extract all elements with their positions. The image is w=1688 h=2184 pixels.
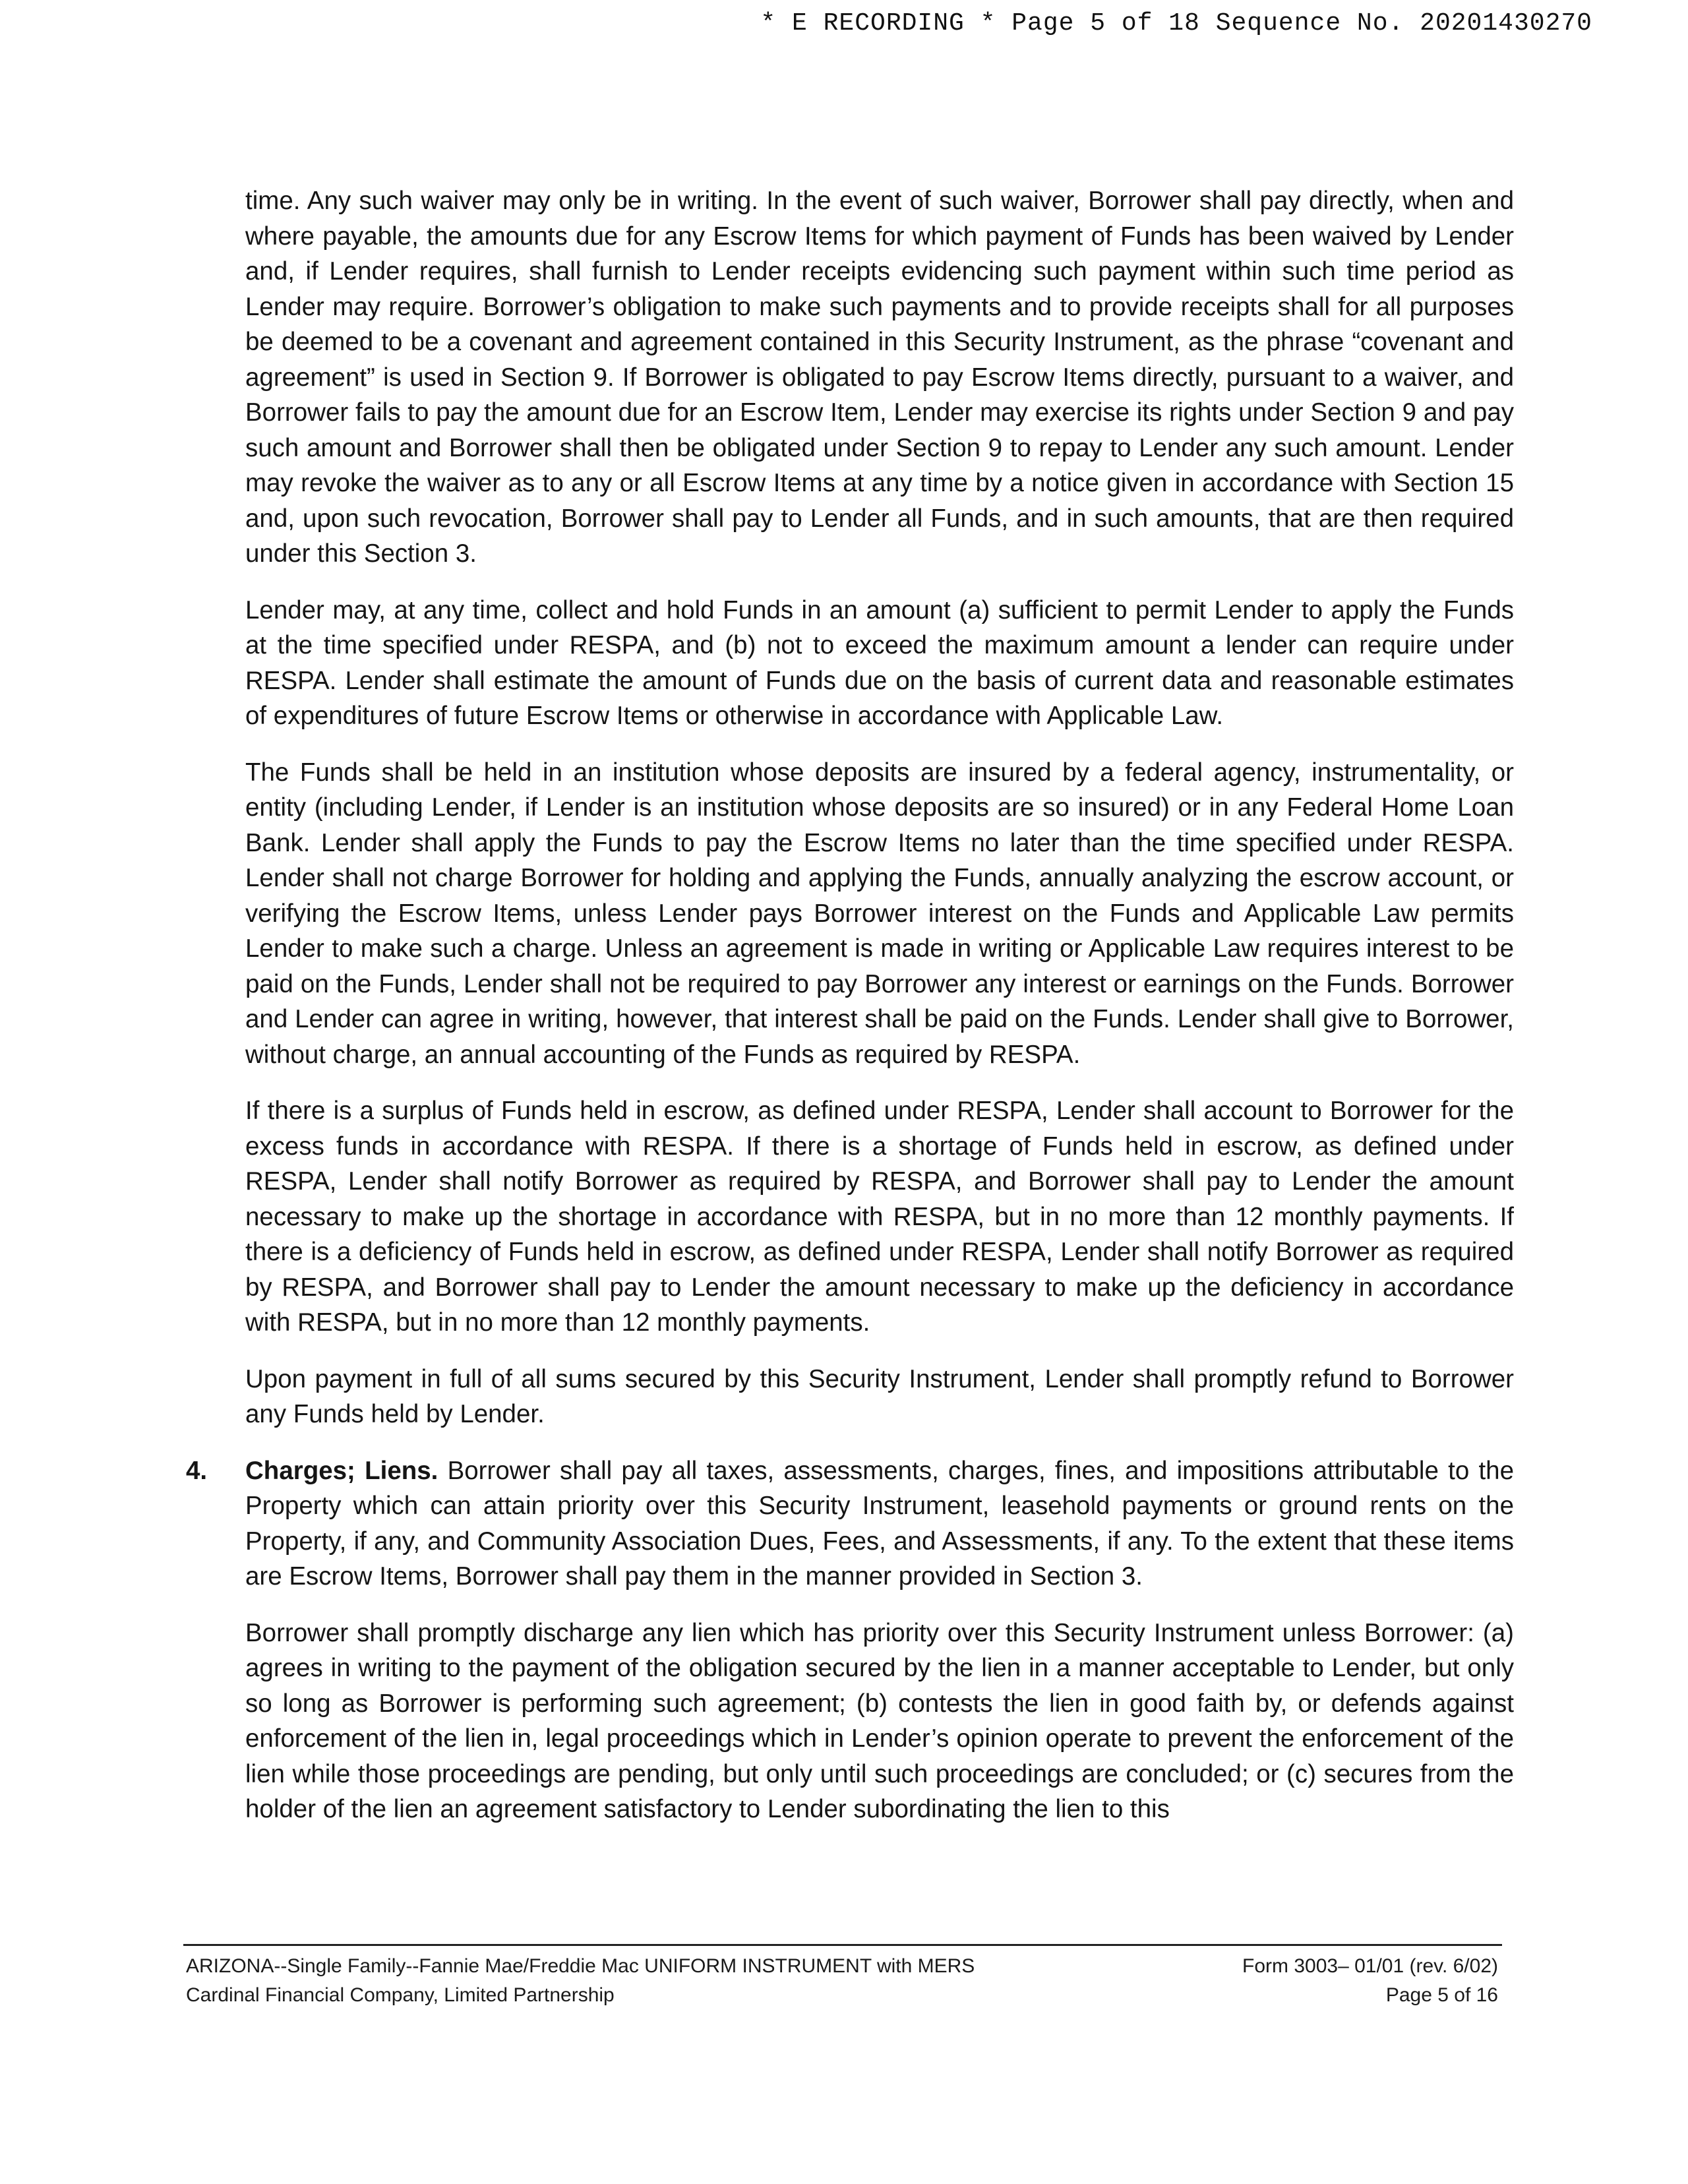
document-body <box>186 183 1514 1848</box>
footer-form-title: ARIZONA--Single Family--Fannie Mae/Freddie Mac UNIFORM INSTRUMENT with MERS <box>186 1955 975 1977</box>
section-4-text: Borrower shall pay all taxes, assessments, charges, fines, and impositions attributable to the Property which can attain priority over this Security Instrument, leasehold payments or ground rents on the Property, if any, and Community Association Dues, Fees, and Assessments, if any. To the extent that these items are Escrow Items, Borrower shall pay them in the manner provided in Section 3. <box>245 1456 1514 1591</box>
footer-company: Cardinal Financial Company, Limited Partnership <box>186 1984 615 2006</box>
section-number: 4. <box>186 1456 208 1485</box>
footer-form-number: Form 3003– 01/01 (rev. 6/02) <box>1242 1955 1498 1977</box>
section-4-paragraph <box>245 1453 1514 1594</box>
footer-left <box>186 1952 975 2010</box>
paragraph-surplus-shortage: If there is a surplus of Funds held in escrow, as defined under RESPA, Lender shall account to Borrower for the excess funds in accordance with RESPA. If there is a shortage of Funds held in escrow, as defined under RESPA, Lender shall notify Borrower as required by RESPA, and Borrower shall pay to Lender the amount necessary to make up the shortage in accordance with RESPA, but in no more than 12 monthly payments. If there is a deficiency of Funds held in escrow, as defined under RESPA, Lender shall notify Borrower as required by RESPA, and Borrower shall pay to Lender the amount necessary to make up the deficiency in accordance with RESPA, but in no more than 12 monthly payments. <box>245 1097 1514 1337</box>
footer-divider <box>183 1944 1502 1946</box>
section-title: Charges; Liens. <box>245 1456 438 1485</box>
recording-stamp: * E RECORDING * Page 5 of 18 Sequence No. 20201430270 <box>760 9 1592 38</box>
footer-right <box>1242 1952 1498 2010</box>
paragraph-refund: Upon payment in full of all sums secured by this Security Instrument, Lender shall promptly refund to Borrower any Funds held by Lender. <box>245 1364 1514 1428</box>
paragraph-collect-funds: Lender may, at any time, collect and hold Funds in an amount (a) sufficient to permit Lender to apply the Funds at the time specified under RESPA, and (b) not to exceed the maximum amount a lender can require under RESPA. Lender shall estimate the amount of Funds due on the basis of current data and reasonable estimates of expenditures of future Escrow Items or otherwise in accordance with Applicable Law. <box>245 595 1514 730</box>
paragraph-escrow-waiver: time. Any such waiver may only be in writing. In the event of such waiver, Borrower shall pay directly, when and where payable, the amounts due for any Escrow Items for which payment of Funds has been waived by Lender and, if Lender requires, shall furnish to Lender receipts evidencing such payment within such time period as Lender may require. Borrower’s obligation to make such payments and to provide receipts shall for all purposes be deemed to be a covenant and agreement contained in this Security Instrument, as the phrase “covenant and agreement” is used in Section 9. If Borrower is obligated to pay Escrow Items directly, pursuant to a waiver, and Borrower fails to pay the amount due for an Escrow Item, Lender may exercise its rights under Section 9 and pay such amount and Borrower shall then be obligated under Section 9 to repay to Lender any such amount. Lender may revoke the waiver as to any or all Escrow Items at any time by a notice given in accordance with Section 15 and, upon such revocation, Borrower shall pay to Lender all Funds, and in such amounts, that are then required under this Section 3. <box>245 187 1514 568</box>
paragraph-funds-held: The Funds shall be held in an institution whose deposits are insured by a federal agency, instrumentality, or entity (including Lender, if Lender is an institution whose deposits are so insured) or in any Federal Home Loan Bank. Lender shall apply the Funds to pay the Escrow Items no later than the time specified under RESPA. Lender shall not charge Borrower for holding and applying the Funds, annually analyzing the escrow account, or verifying the Escrow Items, unless Lender pays Borrower interest on the Funds and Applicable Law permits Lender to make such a charge. Unless an agreement is made in writing or Applicable Law requires interest to be paid on the Funds, Lender shall not be required to pay Borrower any interest or earnings on the Funds. Borrower and Lender can agree in writing, however, that interest shall be paid on the Funds. Lender shall give to Borrower, without charge, an annual accounting of the Funds as required by RESPA. <box>245 758 1514 1069</box>
paragraph-lien-discharge: Borrower shall promptly discharge any lien which has priority over this Security Instrument unless Borrower: (a) agrees in writing to the payment of the obligation secured by the lien in a manner acceptable to Lender, but only so long as Borrower is performing such agreement; (b) contests the lien in good faith by, or defends against enforcement of the lien in, legal proceedings which in Lender’s opinion operate to prevent the enforcement of the lien while those proceedings are pending, but only until such proceedings are concluded; or (c) secures from the holder of the lien an agreement satisfactory to Lender subordinating the lien to this <box>245 1618 1514 1823</box>
section-4 <box>186 1453 1514 1594</box>
footer-page-number: Page 5 of 16 <box>1385 1984 1498 2006</box>
